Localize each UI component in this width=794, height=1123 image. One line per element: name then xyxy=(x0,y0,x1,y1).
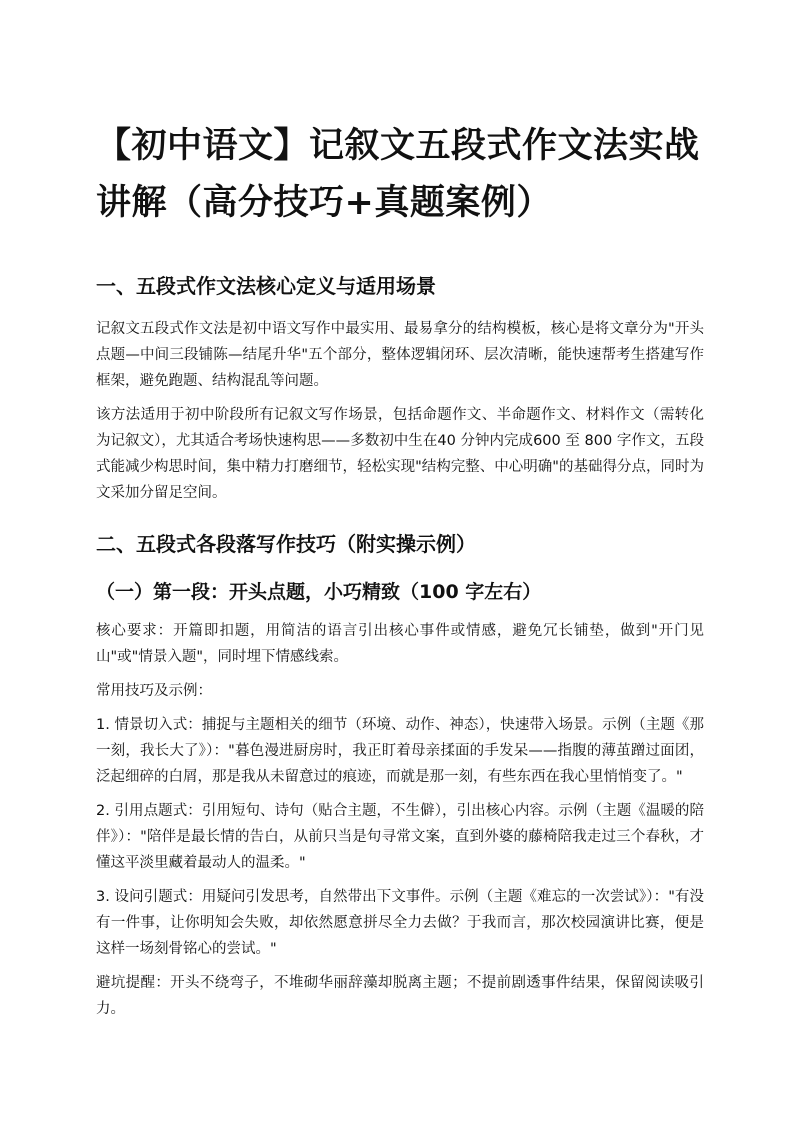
subsection-heading-opening: （一）第一段：开头点题，小巧精致（100 字左右） xyxy=(96,581,542,603)
document-page xyxy=(96,118,704,1030)
paragraph-scenarios: 该方法适用于初中阶段所有记叙文写作场景，包括命题作文、半命题作文、材料作文（需转化为记叙文），尤其适合考场快速构思——多数初中生在40 分钟内完成600 至 800 字作文，五段式能减少构思时间，集中精力打磨细节，轻松实现"结构完整、中心明确"的基础得分点，同时为文采加分留足空间。 xyxy=(96,407,704,501)
list-item-technique-3: 3. 设问引题式：用疑问引发思考，自然带出下文事件。示例（主题《难忘的一次尝试》）："有没有一件事，让你明知会失败，却依然愿意拼尽全力去做？于我而言，那次校园演讲比赛，便是这样一场刻骨铭心的尝试。" xyxy=(96,889,704,957)
document-title: 【初中语文】记叙文五段式作文法实战讲解（高分技巧+真题案例） xyxy=(96,126,700,223)
paragraph-pitfall-reminder: 避坑提醒：开头不绕弯子，不堆砌华丽辞藻却脱离主题；不提前剧透事件结果，保留阅读吸引力。 xyxy=(96,975,704,1017)
list-item-technique-1: 1. 情景切入式：捕捉与主题相关的细节（环境、动作、神态），快速带入场景。示例（主题《那一刻，我长大了》）："暮色漫进厨房时，我正盯着母亲揉面的手发呆——指腹的薄茧蹭过面团，泛起细碎的白屑，那是我从未留意过的痕迹，而就是那一刻，有些东西在我心里悄悄变了。" xyxy=(96,717,704,785)
paragraph-definition: 记叙文五段式作文法是初中语文写作中最实用、最易拿分的结构模板，核心是将文章分为"开头点题—中间三段铺陈—结尾升华"五个部分，整体逻辑闭环、层次清晰，能快速帮考生搭建写作框架，避免跑题、结构混乱等问题。 xyxy=(96,321,704,389)
section-heading-techniques: 二、五段式各段落写作技巧（附实操示例） xyxy=(96,532,476,556)
paragraph-techniques-intro: 常用技巧及示例： xyxy=(96,683,212,699)
paragraph-core-requirement: 核心要求：开篇即扣题，用简洁的语言引出核心事件或情感，避免冗长铺垫，做到"开门见山"或"情景入题"，同时埋下情感线索。 xyxy=(96,623,704,665)
list-item-technique-2: 2. 引用点题式：引用短句、诗句（贴合主题，不生僻），引出核心内容。示例（主题《温暖的陪伴》）："陪伴是最长情的告白，从前只当是句寻常文案，直到外婆的藤椅陪我走过三个春秋，才懂这平淡里藏着最动人的温柔。" xyxy=(96,803,704,871)
section-heading-definition: 一、五段式作文法核心定义与适用场景 xyxy=(96,274,436,298)
